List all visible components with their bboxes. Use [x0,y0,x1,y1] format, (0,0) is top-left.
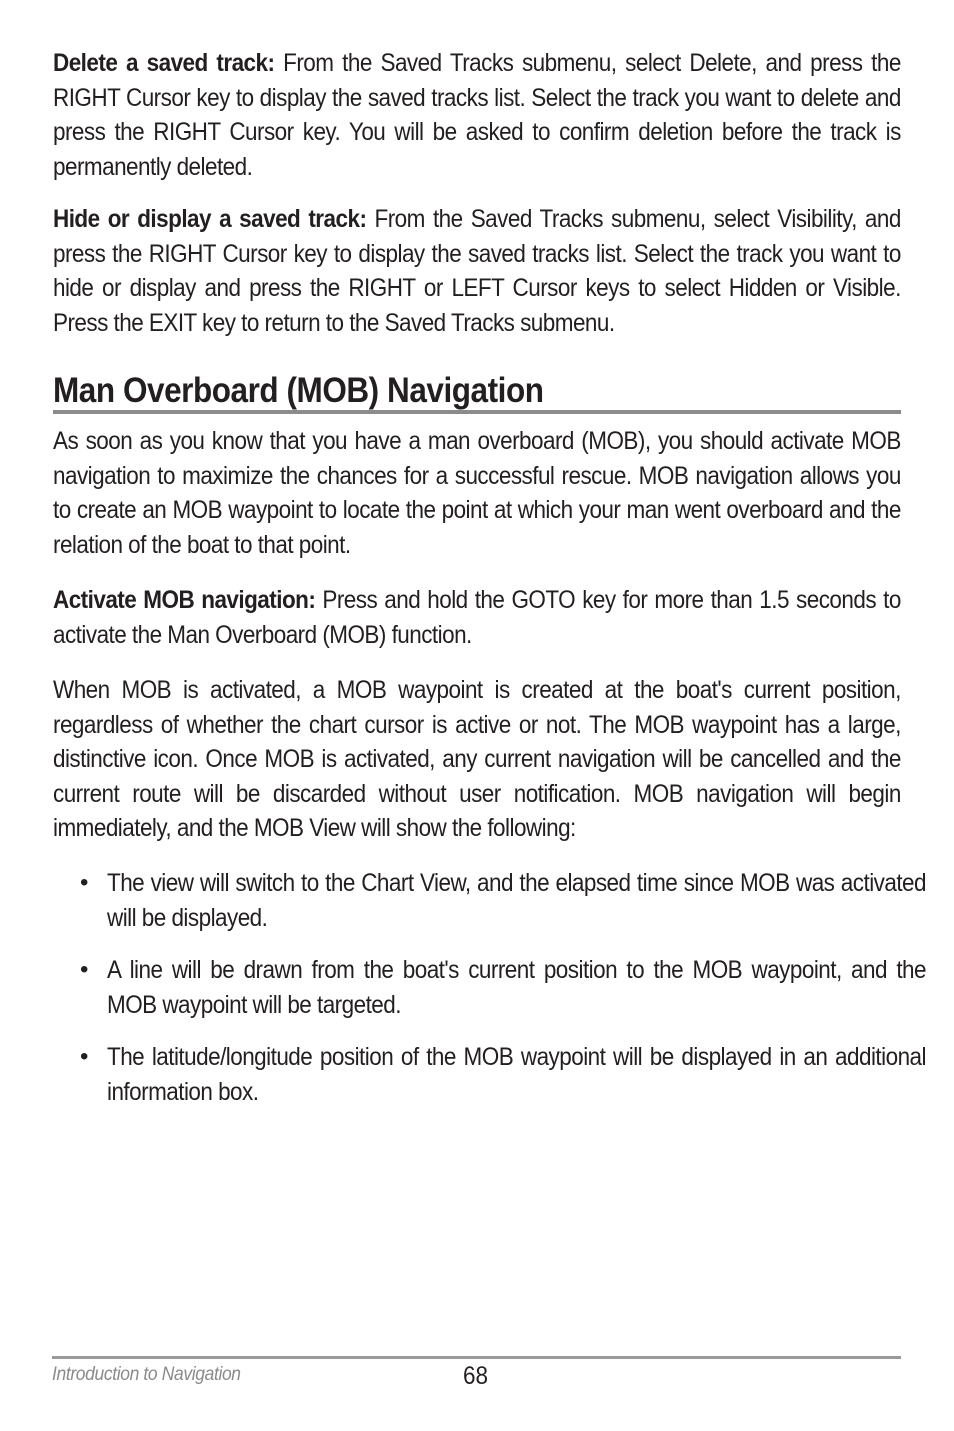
hide-track-label: Hide or display a saved track: [53,205,367,233]
manual-page [53,46,926,1127]
list-item [53,953,926,1023]
bullet-icon: • [80,868,89,896]
activate-mob-paragraph [53,583,901,652]
list-item-text: The latitude/longitude position of the MOB waypoint will be displayed in an additional information box. [107,1042,926,1106]
activate-mob-label: Activate MOB navigation: [53,586,316,614]
delete-track-paragraph [53,46,901,184]
footer-rule [52,1356,901,1359]
when-activated-paragraph: When MOB is activated, a MOB waypoint is created at the boat's current position, regardless of whether the chart cursor is active or not. The MOB waypoint has a large, distinctive icon. Once MOB is activated, any current navigation will be cancelled and the current route will be discarded without user notification. MOB navigation will begin immediately, and the MOB View will show the following: [53,676,901,842]
footer-section-title: Introduction to Navigation [52,1364,241,1385]
delete-track-label: Delete a saved track: [53,49,275,77]
hide-track-paragraph [53,202,901,340]
list-item [53,866,926,936]
bullet-icon: • [80,1042,89,1070]
list-item-text: A line will be drawn from the boat's current position to the MOB waypoint, and the MOB waypoint will be targeted. [107,955,926,1019]
bullet-icon: • [80,955,89,983]
list-item-text: The view will switch to the Chart View, and the elapsed time since MOB was activated will be displayed. [107,868,926,932]
section-heading: Man Overboard (MOB) Navigation [53,371,544,410]
intro-paragraph: As soon as you know that you have a man overboard (MOB), you should activate MOB navigation to maximize the chances for a successful rescue. MOB navigation allows you to create an MOB waypoint to locate the point at which your man went overboard and the relation of the boat to that point. [53,427,901,559]
mob-view-list [53,866,926,1110]
activate-mob-text: Press and hold the GOTO key for more than 1.5 seconds to activate the Man Overboard (MOB) function. [53,586,901,649]
delete-track-text: From the Saved Tracks submenu, select Delete, and press the RIGHT Cursor key to display the saved tracks list. Select the track you want to delete and press the RIGHT Cursor key. You will be asked to confirm deletion before the track is permanently deleted. [53,49,901,181]
hide-track-text: From the Saved Tracks submenu, select Visibility, and press the RIGHT Cursor key to display the saved tracks list. Select the track you want to hide or display and press the RIGHT or LEFT Cursor keys to select Hidden or Visible. Press the EXIT key to return to the Saved Tracks submenu. [53,205,901,337]
page-number: 68 [463,1362,489,1390]
list-item [53,1040,926,1110]
